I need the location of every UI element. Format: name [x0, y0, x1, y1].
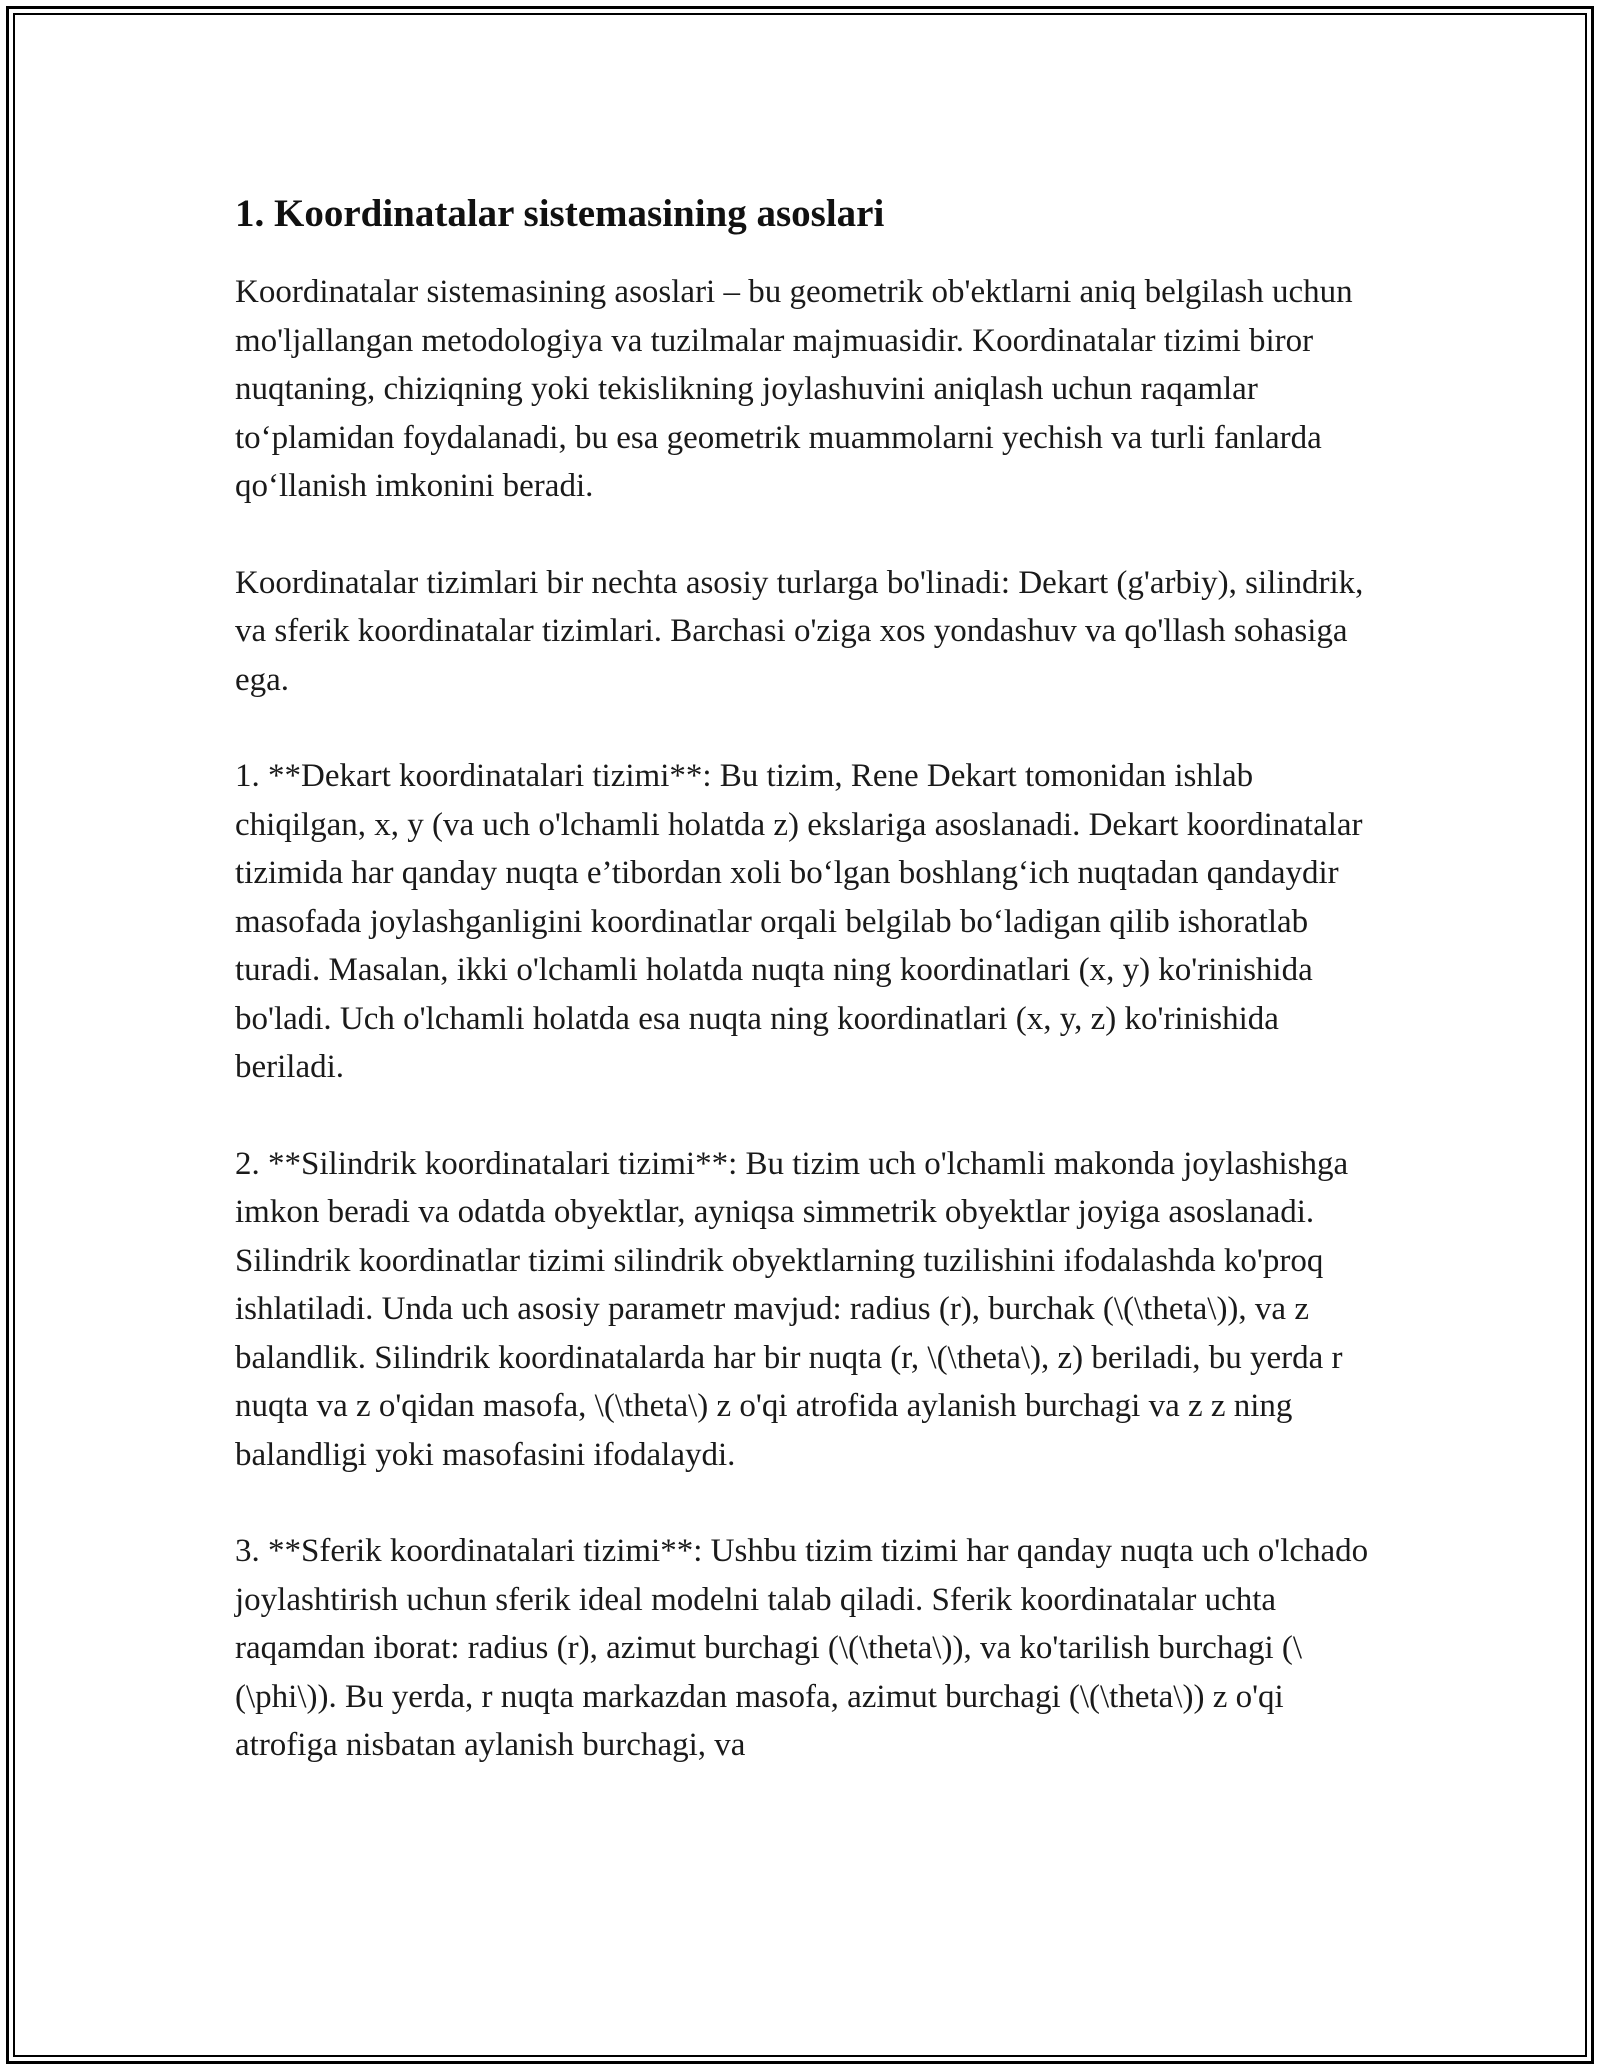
- section-heading: 1. Koordinatalar sistemasining asoslari: [235, 192, 885, 235]
- paragraph-cylindrical: 2. **Silindrik koordinatalari tizimi**: Bu tizim uch o'lchamli makonda joylashishga imkon beradi va odatda obyektlar, ayniqsa simmetrik obyektlar joyiga asoslanadi. Silindrik koordinatlar tizimi silindrik obyektlarning tuzilishini ifodalashda ko'proq ishlatiladi. Unda uch asosiy parametr mavjud: radius (r), burchak (\(\theta\)), va z balandlik. Silindrik koordinatalarda har bir nuqta (r, \(\theta\), z) beriladi, bu yerda r nuqta va z o'qidan masofa, \(\theta\) z o'qi atrofida aylanish burchagi va z z ning balandligi yoki masofasini ifodalaydi.: [235, 1145, 1349, 1473]
- document-body: [235, 190, 1385, 1770]
- paragraph-cartesian: 1. **Dekart koordinatalari tizimi**: Bu tizim, Rene Dekart tomonidan ishlab chiqilgan, x, y (va uch o'lchamli holatda z) ekslariga asoslanadi. Dekart koordinatalar tizimida har qanday nuqta e’tibordan xoli bo‘lgan boshlang‘ich nuqtadan qandaydir masofada joylashganligini koordinatlar orqali belgilab bo‘ladigan qilib ishoratlab turadi. Masalan, ikki o'lchamli holatda nuqta ning koordinatlari (x, y) ko'rinishida bo'ladi. Uch o'lchamli holatda esa nuqta ning koordinatlari (x, y, z) ko'rinishida beriladi.: [235, 758, 1363, 1085]
- paragraph-intro: Koordinatalar sistemasining asoslari – bu geometrik ob'ektlarni aniq belgilash uchun mo'ljallangan metodologiya va tuzilmalar majmuasidir. Koordinatalar tizimi biror nuqtaning, chiziqning yoki tekislikning joylashuvini aniqlash uchun raqamlar to‘plamidan foydalanadi, bu esa geometrik muammolarni yechish va turli fanlarda qo‘llanish imkonini beradi.: [235, 274, 1353, 504]
- paragraph-spherical: 3. **Sferik koordinatalari tizimi**: Ushbu tizim tizimi har qanday nuqta uch o'lchado joylashtirish uchun sferik ideal modelni talab qiladi. Sferik koordinatalar uchta raqamdan iborat: radius (r), azimut burchagi (\(\theta\)), va ko'tarilish burchagi (\(\phi\)). Bu yerda, r nuqta markazdan masofa, azimut burchagi (\(\theta\)) z o'qi atrofiga nisbatan aylanish burchagi, va: [235, 1533, 1369, 1763]
- paragraph-types: Koordinatalar tizimlari bir nechta asosiy turlarga bo'linadi: Dekart (g'arbiy), silindrik, va sferik koordinatalar tizimlari. Barchasi o'ziga xos yondashuv va qo'llash sohasiga ega.: [235, 564, 1364, 698]
